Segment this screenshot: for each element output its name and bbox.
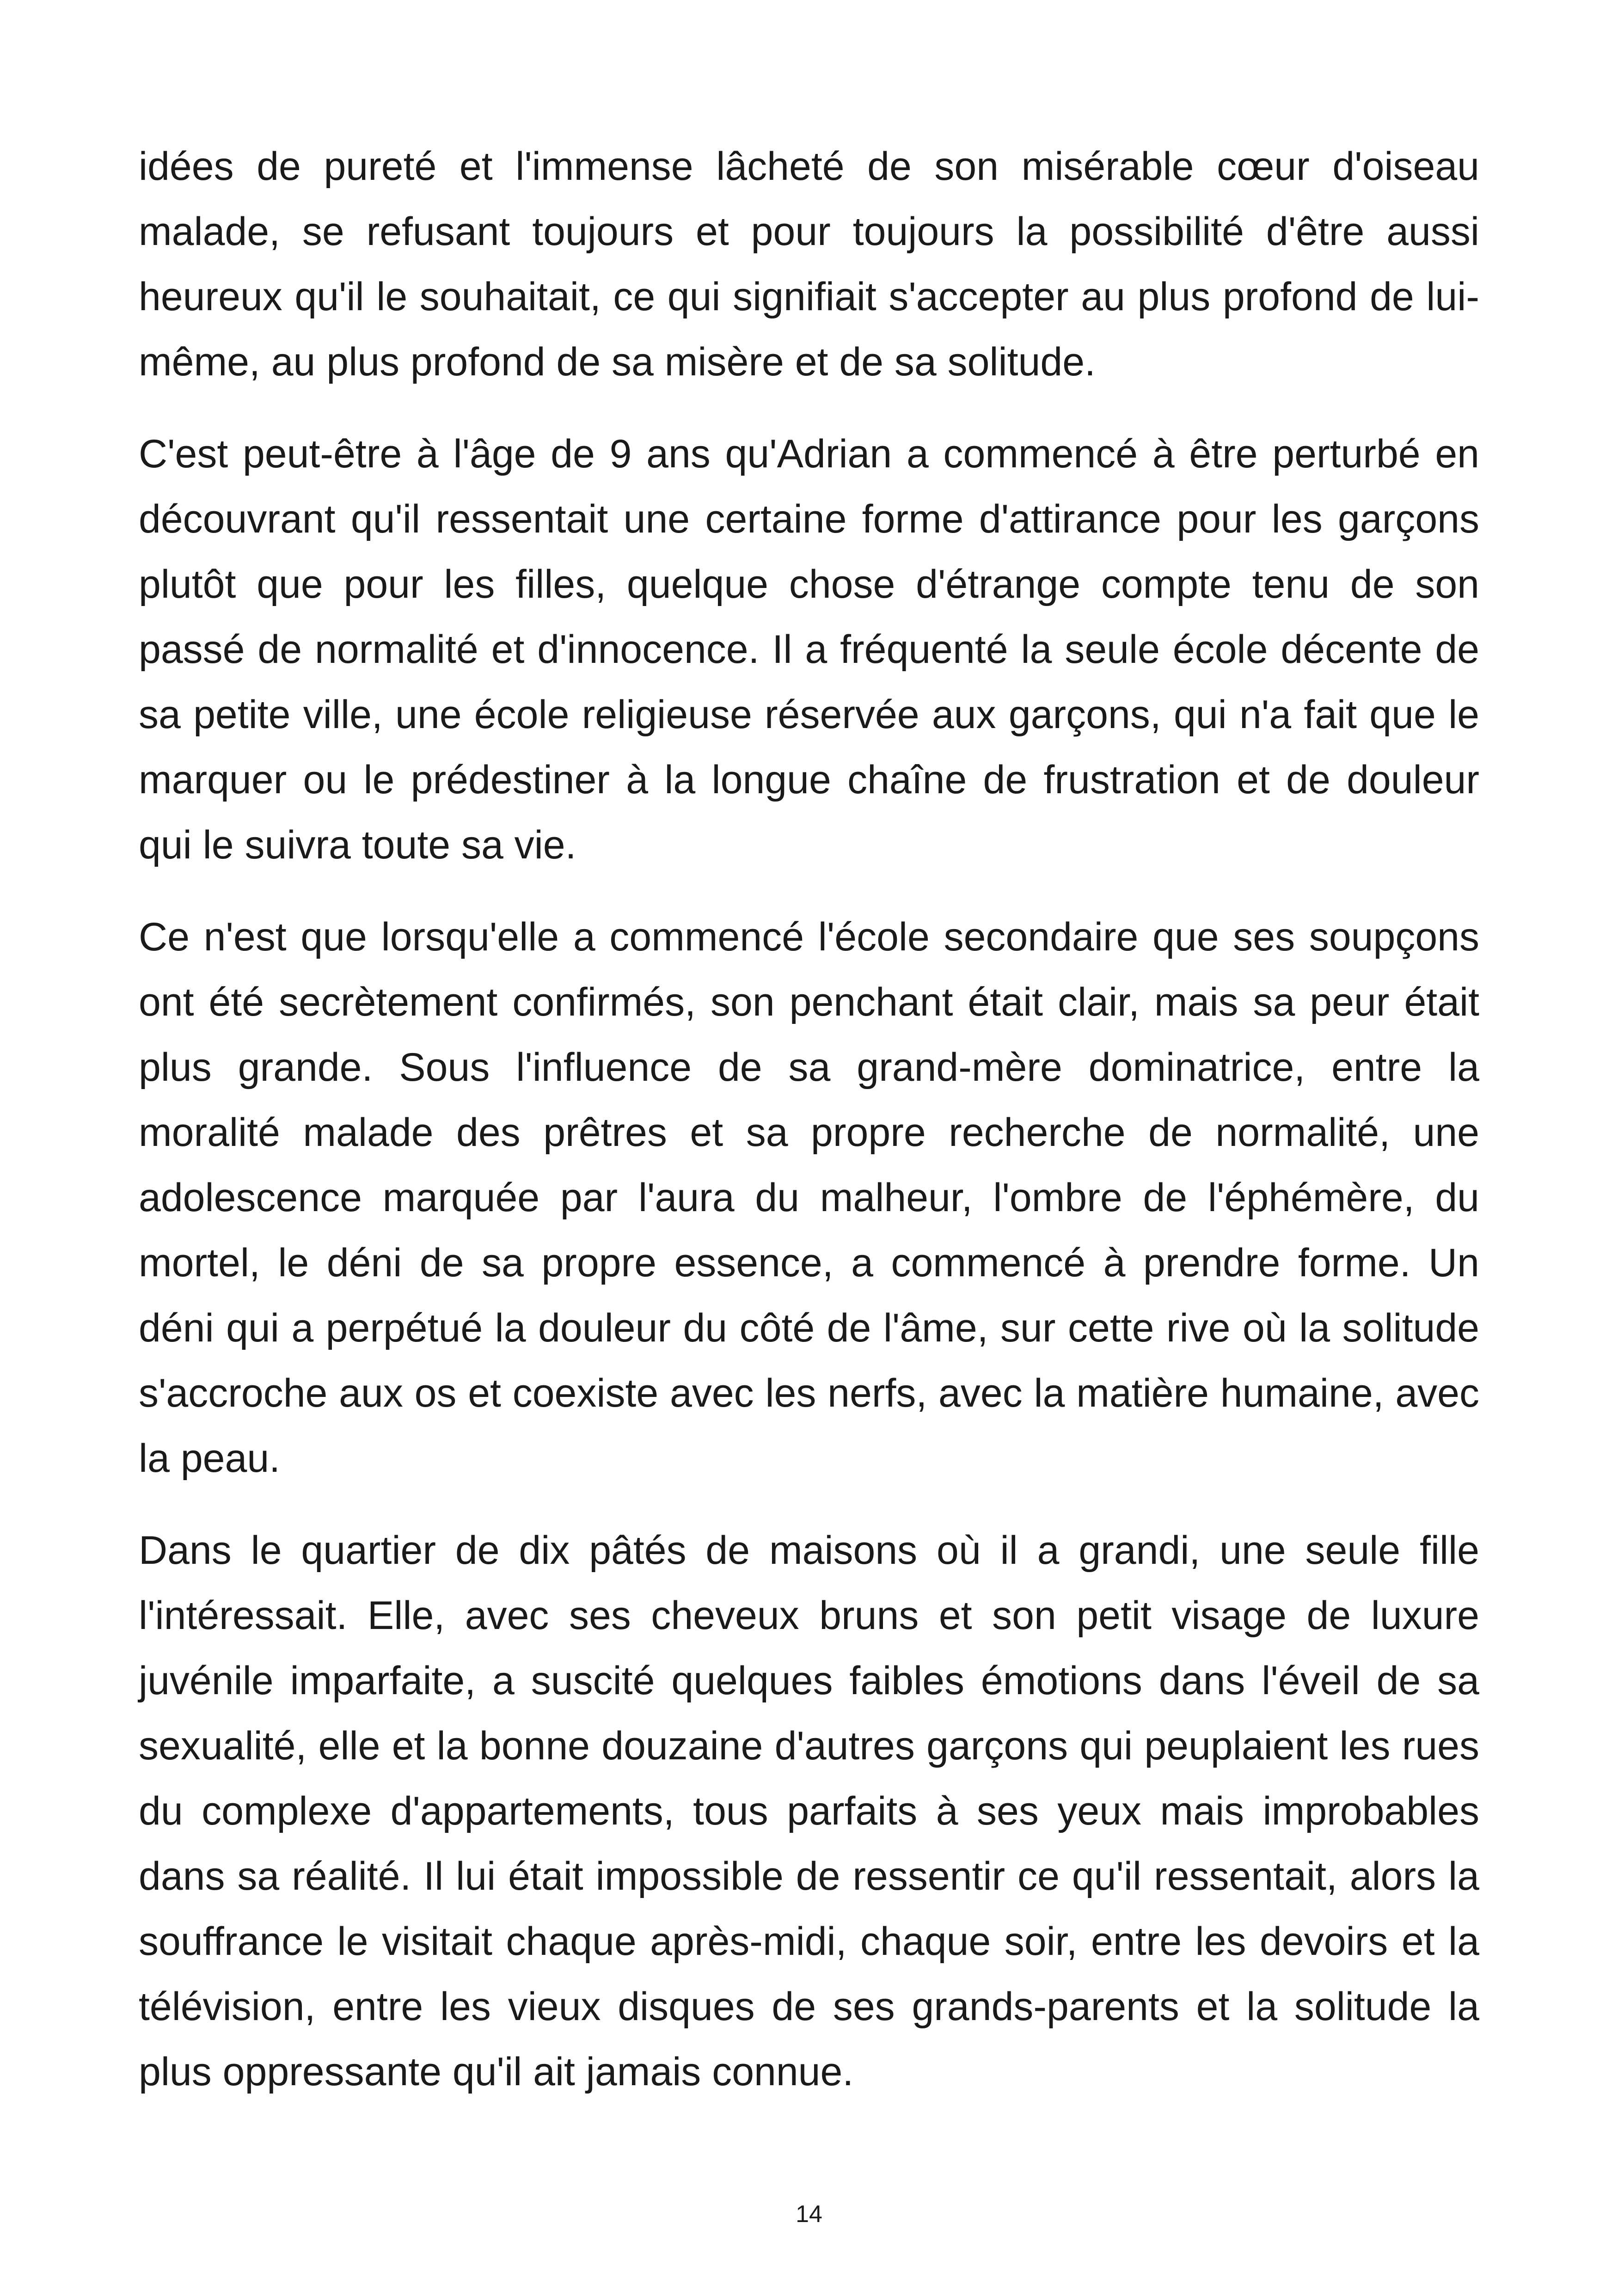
page-number: 14 [796, 2201, 822, 2228]
paragraph-1: idées de pureté et l'immense lâcheté de son misérable cœur d'oiseau malade, se refusant toujours et pour toujours la possibilité d'être aussi heureux qu'il le souhaitait, ce qui signifiait s'accepter au plus profond de lui-même, au plus profond de sa misère et de sa solitude. [139, 144, 1479, 384]
paragraph-4: Dans le quartier de dix pâtés de maisons où il a grandi, une seule fille l'intéressait. Elle, avec ses cheveux bruns et son petit visage de luxure juvénile imparfaite, a suscité quelques faibles émotions dans l'éveil de sa sexualité, elle et la bonne douzaine d'autres garçons qui peuplaient les rues du complexe d'appartements, tous parfaits à ses yeux mais improbables dans sa réalité. Il lui était impossible de ressentir ce qu'il ressentait, alors la souffrance le visitait chaque après-midi, chaque soir, entre les devoirs et la télévision, entre les vieux disques de ses grands-parents et la solitude la plus oppressante qu'il ait jamais connue. [139, 1528, 1479, 2094]
paragraph-3: Ce n'est que lorsqu'elle a commencé l'école secondaire que ses soupçons ont été secrètement confirmés, son penchant était clair, mais sa peur était plus grande. Sous l'influence de sa grand-mère dominatrice, entre la moralité malade des prêtres et sa propre recherche de normalité, une adolescence marquée par l'aura du malheur, l'ombre de l'éphémère, du mortel, le déni de sa propre essence, a commencé à prendre forme. Un déni qui a perpétué la douleur du côté de l'âme, sur cette rive où la solitude s'accroche aux os et coexiste avec les nerfs, avec la matière humaine, avec la peau. [139, 915, 1479, 1481]
paragraph-2: C'est peut-être à l'âge de 9 ans qu'Adrian a commencé à être perturbé en découvrant qu'il ressentait une certaine forme d'attirance pour les garçons plutôt que pour les filles, quelque chose d'étrange compte tenu de son passé de normalité et d'innocence. Il a fréquenté la seule école décente de sa petite ville, une école religieuse réservée aux garçons, qui n'a fait que le marquer ou le prédestiner à la longue chaîne de frustration et de douleur qui le suivra toute sa vie. [139, 432, 1479, 867]
body-text [139, 134, 1479, 2131]
